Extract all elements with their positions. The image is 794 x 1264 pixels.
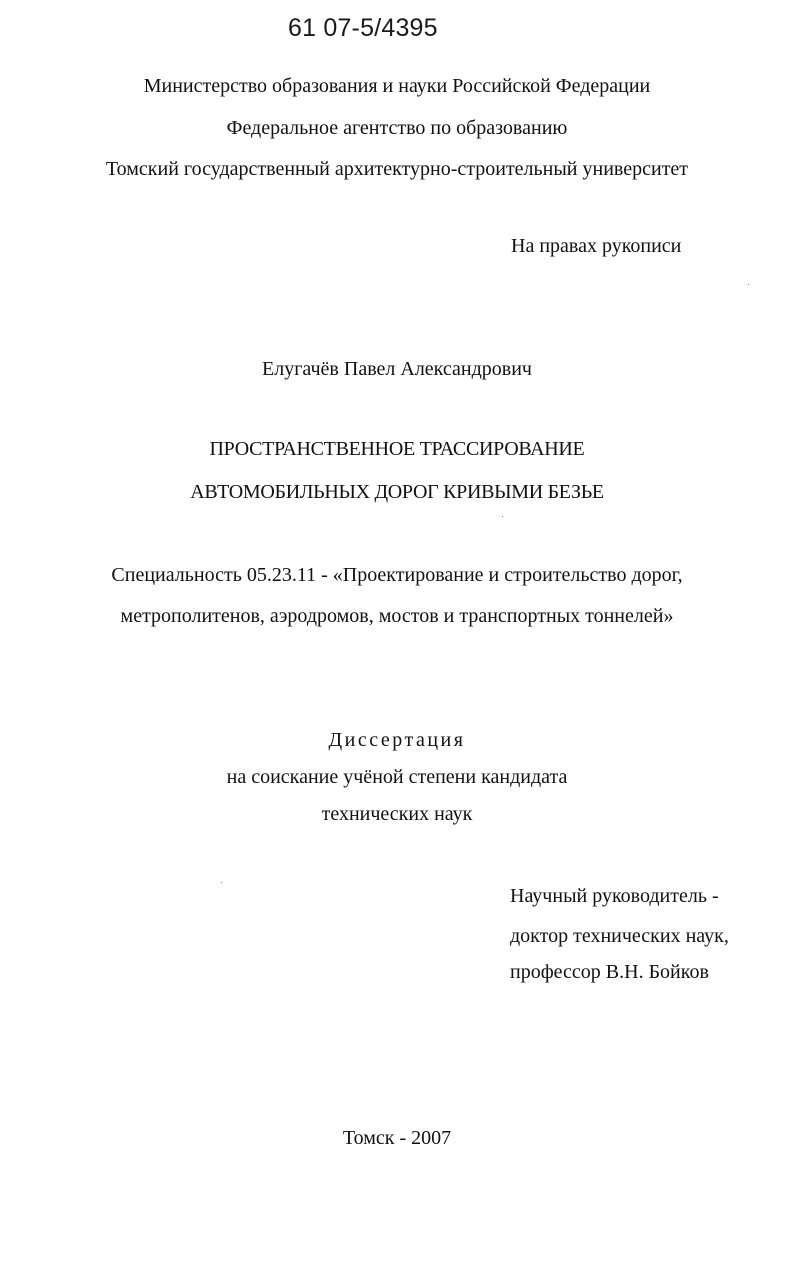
degree-line-2: технических наук xyxy=(321,803,473,825)
archive-stamp-number: 61 07-5/4395 xyxy=(288,14,438,42)
supervisor-line-3: профессор В.Н. Бойков xyxy=(510,961,709,983)
thesis-title-line-1: ПРОСТРАНСТВЕННОЕ ТРАССИРОВАНИЕ xyxy=(209,438,585,460)
dissertation-label: Диссертация xyxy=(328,729,466,751)
degree-line-1: на соискание учёной степени кандидата xyxy=(226,766,568,788)
scan-speck xyxy=(221,882,222,883)
thesis-title-line-2: АВТОМОБИЛЬНЫХ ДОРОГ КРИВЫМИ БЕЗЬЕ xyxy=(190,481,604,503)
supervisor-line-2: доктор технических наук, xyxy=(510,925,729,947)
ministry-heading: Министерство образования и науки Российской Федерации xyxy=(143,75,651,97)
manuscript-note: На правах рукописи xyxy=(511,235,682,257)
city-year: Томск - 2007 xyxy=(342,1127,452,1149)
specialty-line-1: Специальность 05.23.11 - «Проектирование и строительство дорог, xyxy=(111,564,683,586)
scan-speck xyxy=(502,516,503,517)
author-name: Елугачёв Павел Александрович xyxy=(262,358,532,380)
scan-speck xyxy=(748,284,749,285)
specialty-line-2: метрополитенов, аэродромов, мостов и транспортных тоннелей» xyxy=(120,605,674,627)
university-heading: Томский государственный архитектурно-строительный университет xyxy=(105,158,689,180)
supervisor-line-1: Научный руководитель - xyxy=(510,885,719,907)
agency-heading: Федеральное агентство по образованию xyxy=(226,117,568,139)
